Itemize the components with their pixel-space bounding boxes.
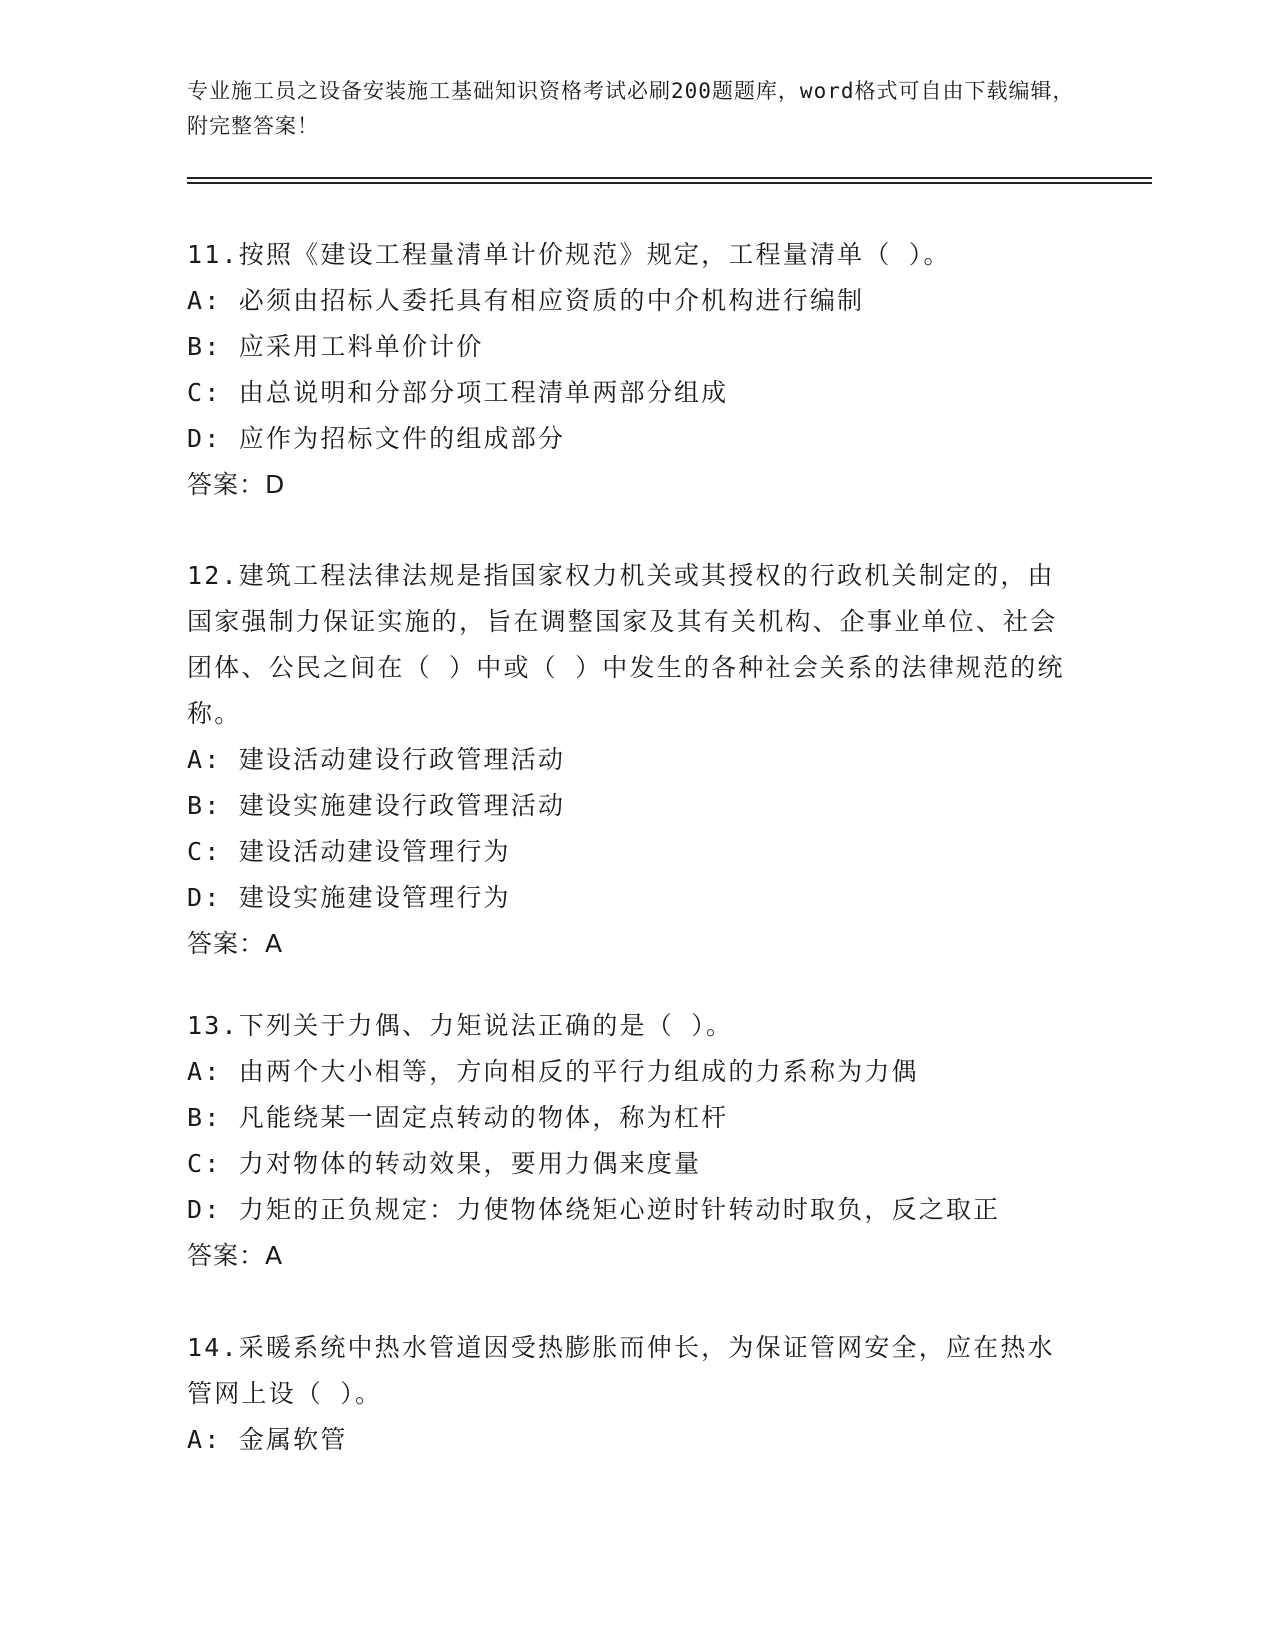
option-c: C: 力对物体的转动效果，要用力偶来度量 (187, 1149, 702, 1178)
option-a: A: 由两个大小相等，方向相反的平行力组成的力系称为力偶 (187, 1057, 919, 1086)
question-14 (187, 1325, 1067, 1463)
question-12 (187, 553, 1067, 967)
answer-line: 答案：A (187, 929, 284, 958)
question-stem: 11.按照《建设工程量清单计价规范》规定，工程量清单（ ）。 (187, 240, 951, 269)
answer-line: 答案：A (187, 1241, 284, 1270)
question-11 (187, 232, 1067, 508)
header-divider-bottom (187, 182, 1152, 184)
option-a: A: 建设活动建设行政管理活动 (187, 745, 566, 774)
question-13 (187, 1003, 1067, 1279)
option-d: D: 力矩的正负规定：力使物体绕矩心逆时针转动时取负，反之取正 (187, 1195, 1001, 1224)
option-a: A: 必须由招标人委托具有相应资质的中介机构进行编制 (187, 286, 865, 315)
header-divider-top (187, 177, 1152, 179)
option-b: B: 凡能绕某一固定点转动的物体，称为杠杆 (187, 1103, 729, 1132)
option-b: B: 应采用工料单价计价 (187, 332, 484, 361)
question-stem: 14.采暖系统中热水管道因受热膨胀而伸长，为保证管网安全，应在热水管网上设（ ）。 (187, 1333, 1055, 1408)
option-c: C: 由总说明和分部分项工程清单两部分组成 (187, 378, 729, 407)
option-c: C: 建设活动建设管理行为 (187, 837, 511, 866)
document-header-text: 专业施工员之设备安装施工基础知识资格考试必刷200题题库，word格式可自由下载编辑，附完整答案！ (187, 79, 1075, 138)
question-stem: 13.下列关于力偶、力矩说法正确的是（ ）。 (187, 1011, 734, 1040)
answer-line: 答案：D (187, 470, 286, 499)
option-d: D: 建设实施建设管理行为 (187, 883, 511, 912)
option-d: D: 应作为招标文件的组成部分 (187, 424, 566, 453)
option-b: B: 建设实施建设行政管理活动 (187, 791, 566, 820)
option-a: A: 金属软管 (187, 1425, 348, 1454)
question-stem: 12.建筑工程法律法规是指国家权力机关或其授权的行政机关制定的，由国家强制力保证实施的，旨在调整国家及其有关机构、企事业单位、社会团体、公民之间在（ ）中或（ ）中发生的各种社会关系的法律规范的统称。 (187, 561, 1065, 728)
